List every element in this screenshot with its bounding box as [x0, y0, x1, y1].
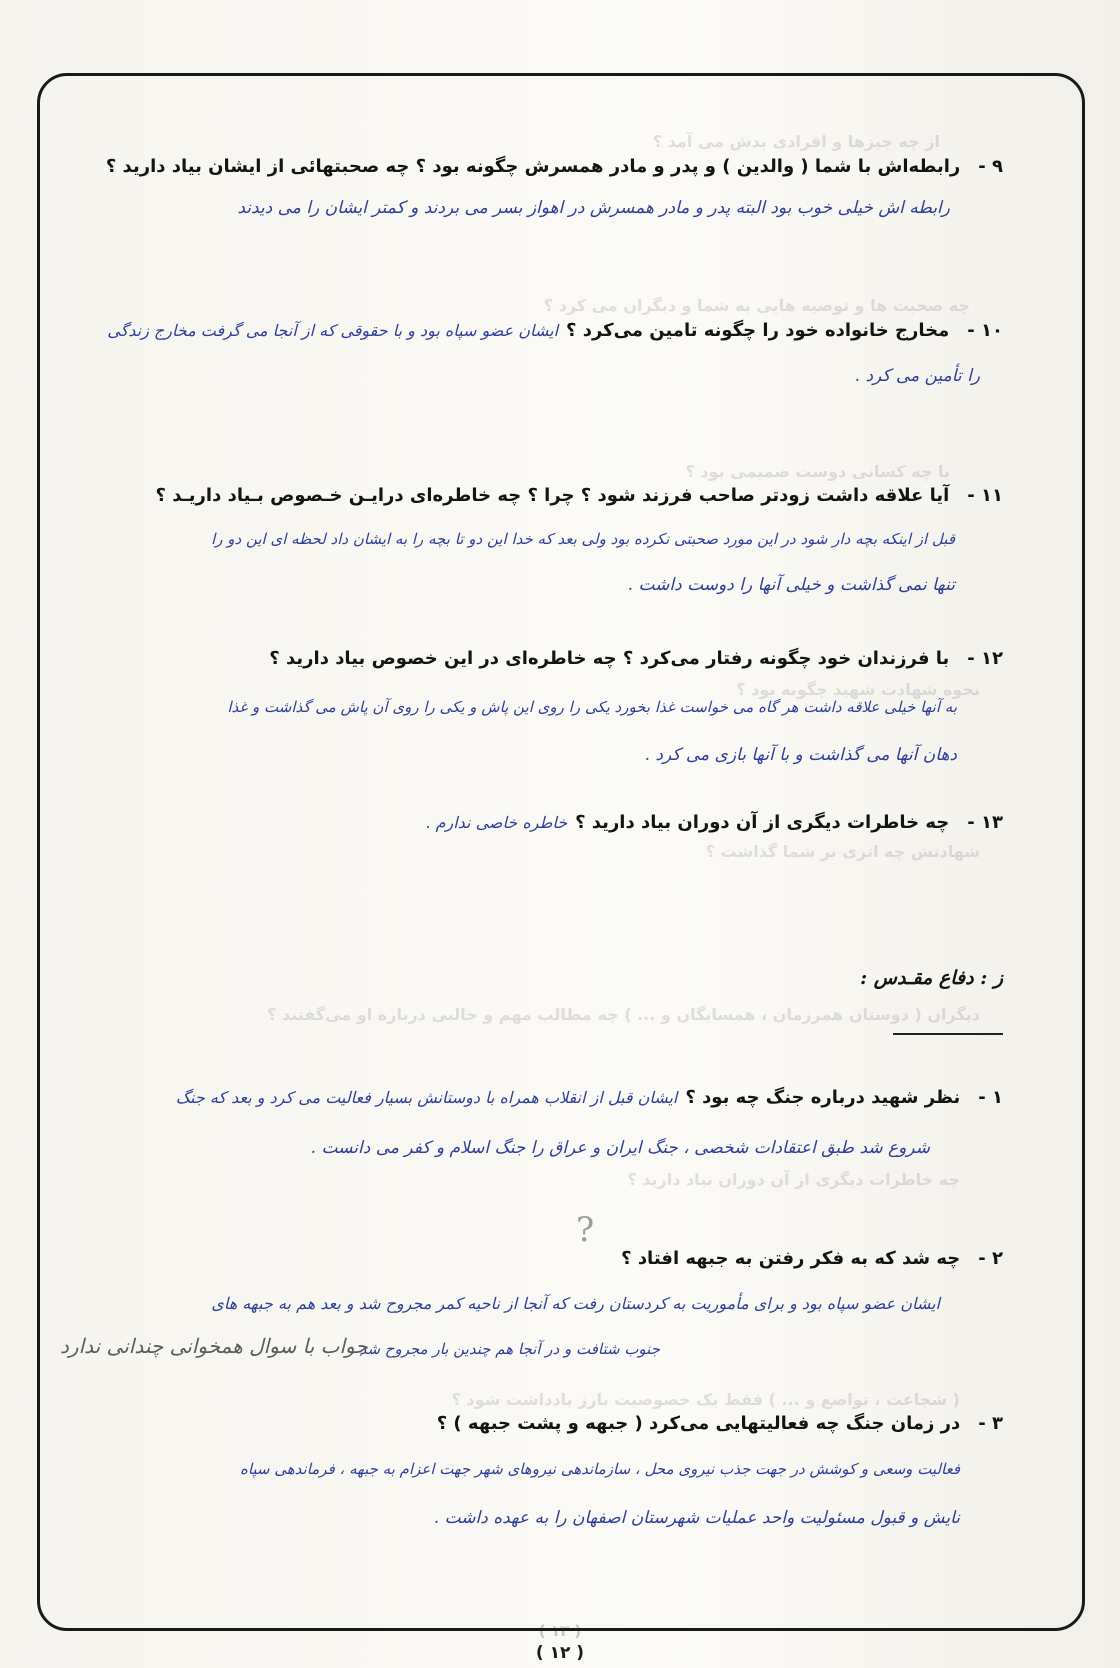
question-text: نظر شهید درباره جنگ چه بود ؟ — [685, 1087, 961, 1108]
ghost-page-number: ( ۱۳ ) — [538, 1622, 582, 1640]
handwritten-answer: به آنها خیلی علاقه داشت هر گاه می خواست غذا بخورد یکی را روی این پاش و یکی را روی آن پاش می گذاشت و غذا — [227, 698, 957, 716]
handwritten-answer: تنها نمی گذاشت و خیلی آنها را دوست داشت . — [627, 575, 955, 595]
handwritten-answer: فعالیت وسعی و کوشش در جهت جذب نیروی محل ، سازماندهی نیروهای شهر جهت اعزام به جبهه ، فرماندهی سپاه — [239, 1460, 960, 1478]
handwritten-answer: قبل از اینکه بچه دار شود در این مورد صحبتی نکرده بود ولی بعد که خدا این دو تا بچه را به ایشان داد لحظه ای این دو را — [211, 530, 955, 548]
section-title: ز : دفاع مقـدس : — [860, 967, 1003, 989]
page-number: ( ۱۲ ) — [535, 1643, 585, 1663]
page-border — [37, 73, 1085, 1631]
question-number: ۱۲ - — [967, 648, 1003, 669]
handwritten-answer: شروع شد طبق اعتقادات شخصی ، جنگ ایران و عراق را جنگ اسلام و کفر می دانست . — [310, 1138, 930, 1158]
question-13 — [425, 812, 1003, 833]
bleed-through-line: چه صحبت ها و توصیه هایی به شما و دیگران می کرد ؟ — [543, 296, 970, 315]
question-number: ۱ - — [978, 1087, 1003, 1108]
pencil-note: جواب با سوال همخوانی چندانی ندارد — [60, 1334, 368, 1358]
question-9 — [106, 156, 1003, 177]
section-question-2 — [621, 1248, 1003, 1269]
question-text: چه خاطرات دیگری از آن دوران بیاد دارید ؟ — [575, 812, 950, 833]
bleed-through-line: از چه چیزها و افرادی بدش می آمد ؟ — [652, 132, 940, 151]
question-number: ۱۳ - — [967, 812, 1003, 833]
question-text: با فرزندان خود چگونه رفتار می‌کرد ؟ چه خاطره‌ای در این خصوص بیاد دارید ؟ — [269, 648, 950, 669]
handwritten-answer: را تأمین می کرد . — [854, 366, 980, 386]
handwritten-answer: نایش و قبول مسئولیت واحد عملیات شهرستان اصفهان را به عهده داشت . — [433, 1508, 960, 1528]
section-question-1 — [176, 1087, 1003, 1108]
bleed-through-line: نحوه شهادت شهید چگونه بود ؟ — [736, 680, 980, 699]
question-text: در زمان جنگ چه فعالیتهایی می‌کرد ( جبهه و پشت جبهه ) ؟ — [436, 1413, 961, 1434]
handwritten-answer: رابطه اش خیلی خوب بود البته پدر و مادر همسرش در اهواز بسر می بردند و کمتر ایشان را می دیدند — [237, 198, 950, 218]
handwritten-answer: ایشان عضو سپاه بود و برای مأموریت به کردستان رفت که آنجا از ناحیه کمر مجروح شد و بعد هم به جبهه های — [211, 1294, 940, 1313]
question-number: ۱۰ - — [967, 320, 1003, 341]
question-number: ۱۱ - — [967, 485, 1003, 506]
handwritten-answer: خاطره خاصی ندارم . — [425, 813, 568, 832]
question-number: ۳ - — [978, 1413, 1003, 1434]
handwritten-answer: ایشان عضو سپاه بود و با حقوقی که از آنجا می گرفت مخارج زندگی — [107, 321, 559, 340]
section-question-3 — [437, 1413, 1003, 1434]
question-number: ۹ - — [978, 156, 1003, 177]
handwritten-answer: دهان آنها می گذاشت و با آنها بازی می کرد . — [644, 745, 957, 765]
bleed-through-line: ( شجاعت ، تواضع و ... ) فقط یک خصوصیت بارز یادداشت شود ؟ — [451, 1390, 960, 1409]
question-12 — [269, 648, 1003, 669]
section-underline — [893, 1033, 1003, 1035]
handwritten-answer: ایشان قبل از انقلاب همراه با دوستانش بسیار فعالیت می کرد و بعد که جنگ — [175, 1088, 678, 1107]
question-text: رابطه‌اش با شما ( والدین ) و پدر و مادر همسرش چگونه بود ؟ چه صحبتهائی از ایشان بیاد دارید ؟ — [105, 156, 961, 177]
question-mark-doodle: ? — [576, 1210, 595, 1250]
question-10 — [107, 320, 1003, 341]
question-text: آیا علاقه داشت زودتر صاحب فرزند شود ؟ چرا ؟ چه خاطره‌ای درایـن خـصوص بـیاد داریـد ؟ — [155, 485, 950, 506]
bleed-through-line: با چه کسانی دوست صمیمی بود ؟ — [685, 462, 950, 481]
question-text: مخارج خانواده خود را چگونه تامین می‌کرد ؟ — [566, 320, 950, 341]
bleed-through-line: چه خاطرات دیگری از آن دوران بیاد دارید ؟ — [627, 1170, 960, 1189]
question-number: ۲ - — [978, 1248, 1003, 1269]
question-text: چه شد که به فکر رفتن به جبهه افتاد ؟ — [621, 1248, 961, 1269]
bleed-through-line: دیگران ( دوستان همرزمان ، همسایگان و ... ) چه مطالب مهم و جالبی درباره او می‌گفتند ؟ — [267, 1005, 980, 1024]
question-11 — [156, 485, 1003, 506]
bleed-through-line: شهادتش چه اثری بر شما گذاشت ؟ — [705, 842, 980, 861]
handwritten-answer: جنوب شتافت و در آنجا هم چندین بار مجروح شد . — [350, 1340, 660, 1358]
